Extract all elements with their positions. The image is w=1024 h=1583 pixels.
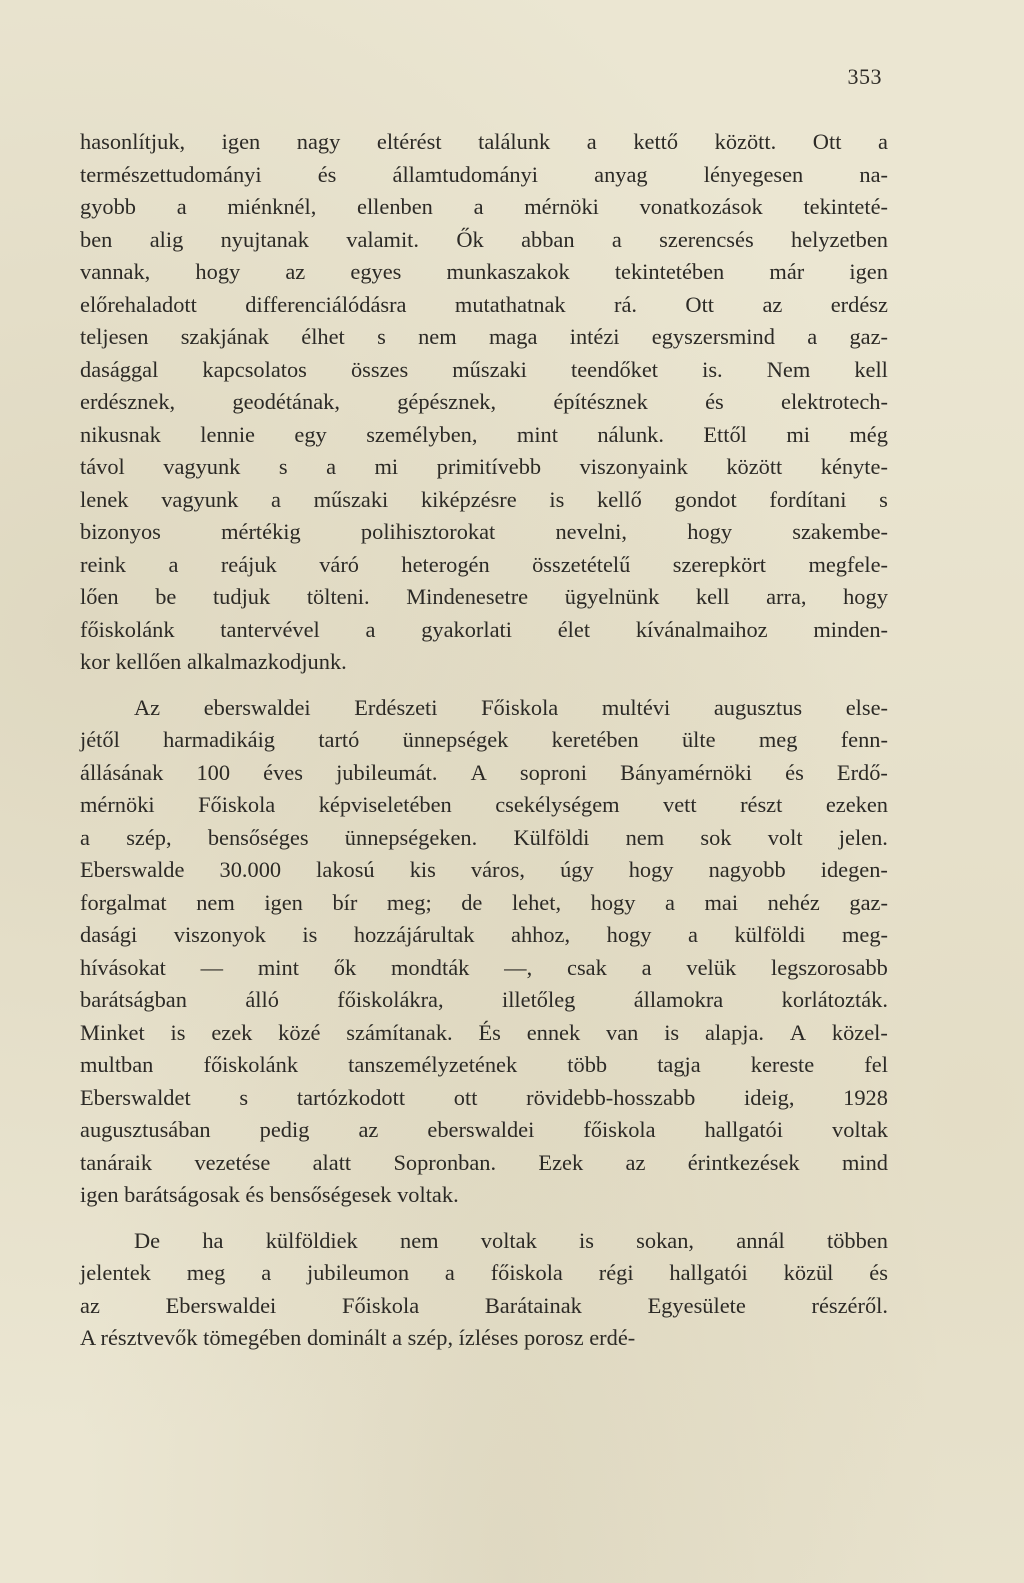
- paragraph: [80, 1225, 888, 1355]
- body-text: [80, 126, 888, 1355]
- text-line: vannak, hogy az egyes munkaszakok tekintetében már igen: [80, 259, 888, 284]
- text-line: lően be tudjuk tölteni. Mindenesetre ügyelnünk kell arra, hogy: [80, 584, 888, 609]
- text-line: augusztusában pedig az eberswaldei főiskola hallgatói voltak: [80, 1117, 888, 1142]
- paragraph: [80, 692, 888, 1212]
- text-line: hasonlítjuk, igen nagy eltérést találunk a kettő között. Ott a: [80, 129, 888, 154]
- text-line: barátságban álló főiskolákra, illetőleg államokra korlátozták.: [80, 987, 888, 1012]
- text-line: Eberswalde 30.000 lakosú kis város, úgy hogy nagyobb idegen-: [80, 857, 888, 882]
- text-line: állásának 100 éves jubileumát. A soproni Bányamérnöki és Erdő-: [80, 759, 888, 785]
- text-line: Eberswaldet s tartózkodott ott rövidebb-hosszabb ideig, 1928: [80, 1084, 888, 1110]
- text-line: A résztvevők tömegében dominált a szép, ízléses porosz erdé-: [80, 1325, 636, 1350]
- text-line: jétől harmadikáig tartó ünnepségek keretében ülte meg fenn-: [80, 727, 888, 752]
- text-line: mérnöki Főiskola képviseletében csekélységem vett részt ezeken: [80, 792, 888, 817]
- text-line: távol vagyunk s a mi primitívebb viszonyaink között kényte-: [80, 454, 888, 479]
- text-line: főiskolánk tantervével a gyakorlati élet kívánalmaihoz minden-: [80, 616, 888, 642]
- text-line: gyobb a miénknél, ellenben a mérnöki vonatkozások tekinteté-: [80, 194, 888, 219]
- text-line: nikusnak lennie egy személyben, mint nálunk. Ettől mi még: [80, 421, 888, 447]
- text-line: Minket is ezek közé számítanak. És ennek van is alapja. A közel-: [80, 1019, 888, 1045]
- paragraph: [80, 126, 888, 679]
- text-line: De ha külföldiek nem voltak is sokan, annál többen: [134, 1227, 888, 1253]
- page-number: 353: [847, 64, 882, 89]
- text-line: forgalmat nem igen bír meg; de lehet, hogy a mai nehéz gaz-: [80, 889, 888, 915]
- text-line: bizonyos mértékig polihisztorokat nevelni, hogy szakembe-: [80, 519, 888, 544]
- text-line: ben alig nyujtanak valamit. Ők abban a szerencsés helyzetben: [80, 226, 888, 252]
- text-line: kor kellően alkalmazkodjunk.: [80, 649, 347, 674]
- text-line: hívásokat — mint ők mondták —, csak a velük legszorosabb: [80, 954, 888, 980]
- text-line: teljesen szakjának élhet s nem maga intézi egyszersmind a gaz-: [80, 324, 888, 349]
- text-line: Az eberswaldei Erdészeti Főiskola multévi augusztus else-: [134, 694, 888, 720]
- text-line: reink a reájuk váró heterogén összetételű szerepkört megfele-: [80, 551, 888, 577]
- text-line: dasággal kapcsolatos összes műszaki teendőket is. Nem kell: [80, 356, 888, 382]
- text-line: előrehaladott differenciálódásra mutathatnak rá. Ott az erdész: [80, 291, 888, 317]
- text-line: multban főiskolánk tanszemélyzetének több tagja kereste fel: [80, 1052, 888, 1077]
- text-line: természettudományi és államtudományi anyag lényegesen na-: [80, 161, 888, 187]
- text-line: dasági viszonyok is hozzájárultak ahhoz, hogy a külföldi meg-: [80, 922, 888, 947]
- text-line: az Eberswaldei Főiskola Barátainak Egyesülete részéről.: [80, 1292, 888, 1318]
- text-line: igen barátságosak és bensőségesek voltak.: [80, 1182, 459, 1207]
- text-line: tanáraik vezetése alatt Sopronban. Ezek az érintkezések mind: [80, 1149, 888, 1175]
- text-line: lenek vagyunk a műszaki kiképzésre is kellő gondot fordítani s: [80, 486, 888, 512]
- text-line: erdésznek, geodétának, gépésznek, építésznek és elektrotech-: [80, 389, 888, 414]
- text-line: a szép, bensőséges ünnepségeken. Külföldi nem sok volt jelen.: [80, 824, 888, 850]
- text-line: jelentek meg a jubileumon a főiskola régi hallgatói közül és: [80, 1260, 888, 1285]
